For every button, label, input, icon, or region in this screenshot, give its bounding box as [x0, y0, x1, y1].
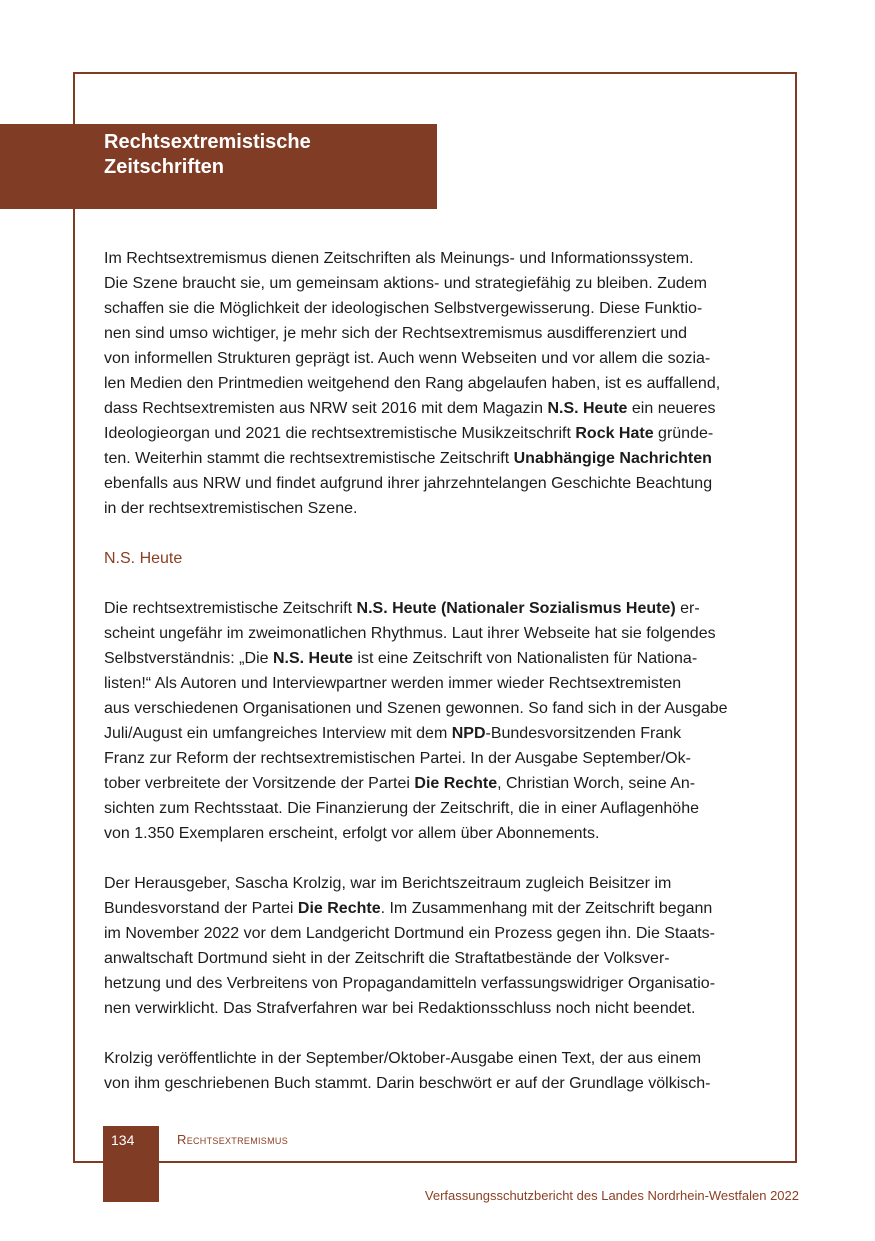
text-line: Die Szene braucht sie, um gemeinsam aktions- und strategiefähig zu bleiben. Zudem: [104, 275, 707, 292]
page-title-line-1: Rechtsextremistische: [104, 131, 311, 153]
text-line: von ihm geschriebenen Buch stammt. Darin beschwört er auf der Grundlage völkisch-: [104, 1075, 711, 1092]
text-line: [104, 646, 771, 671]
main-content: [104, 246, 771, 1121]
text-line: listen!“ Als Autoren und Interviewpartner werden immer wieder Rechtsextremisten: [104, 675, 682, 692]
bold-term: Die Rechte: [297, 900, 381, 917]
text-line: Franz zur Reform der rechtsextremistischen Partei. In der Ausgabe September/Ok-: [104, 750, 691, 767]
text-line: [104, 771, 771, 796]
bold-term: N.S. Heute: [272, 650, 353, 667]
body-paragraph-3: [104, 1046, 771, 1096]
text-line: [104, 721, 771, 746]
page-number-tab: [103, 1126, 159, 1202]
text-line: im November 2022 vor dem Landgericht Dortmund ein Prozess gegen ihn. Die Staats-: [104, 925, 715, 942]
text-line: [104, 396, 771, 421]
body-paragraph-2: [104, 871, 771, 1021]
text-line: [104, 446, 771, 471]
bold-term: N.S. Heute: [547, 400, 628, 417]
text-run: . Im Zusammenhang mit der Zeitschrift begann: [380, 900, 713, 917]
text-line: von informellen Strukturen geprägt ist. Auch wenn Webseiten und vor allem die sozia-: [104, 350, 711, 367]
title-band: [0, 124, 437, 209]
text-line: ebenfalls aus NRW und findet aufgrund ihrer jahrzehntelangen Geschichte Beachtung: [104, 475, 713, 492]
text-line: von 1.350 Exemplaren erscheint, erfolgt vor allem über Abonnements.: [104, 825, 600, 842]
text-line: [104, 421, 771, 446]
text-run: -Bundesvorsitzenden Frank: [485, 725, 682, 742]
text-line: aus verschiedenen Organisationen und Szenen gewonnen. So fand sich in der Ausgabe: [104, 700, 728, 717]
text-line: in der rechtsextremistischen Szene.: [104, 500, 358, 517]
text-line: sichten zum Rechtsstaat. Die Finanzierung der Zeitschrift, die in einer Auflagenhöhe: [104, 800, 699, 817]
section-label: Rechtsextremismus: [177, 1132, 288, 1147]
text-run: Selbstverständnis: „Die: [104, 650, 273, 667]
intro-paragraph: [104, 246, 771, 521]
page-title-line-2: Zeitschriften: [104, 156, 225, 178]
text-line: Der Herausgeber, Sascha Krolzig, war im Berichtszeitraum zugleich Beisitzer im: [104, 875, 672, 892]
text-line: anwaltschaft Dortmund sieht in der Zeitschrift die Straftatbestände der Volksver-: [104, 950, 670, 967]
text-run: er-: [675, 600, 700, 617]
page-title: [104, 130, 437, 180]
text-line: len Medien den Printmedien weitgehend den Rang abgelaufen haben, ist es auffallend,: [104, 375, 721, 392]
bold-term: Rock Hate: [575, 425, 654, 442]
publication-footer: Verfassungsschutzbericht des Landes Nordrhein-Westfalen 2022: [424, 1188, 799, 1203]
text-run: ein neueres: [627, 400, 716, 417]
bold-term: N.S. Heute (Nationaler Sozialismus Heute): [356, 600, 676, 617]
text-run: ist eine Zeitschrift von Nationalisten für Nationa-: [352, 650, 698, 667]
text-run: Ideologieorgan und 2021 die rechtsextremistische Musikzeitschrift: [104, 425, 576, 442]
bold-term: NPD: [451, 725, 486, 742]
text-line: nen verwirklicht. Das Strafverfahren war bei Redaktionsschluss noch nicht beendet.: [104, 1000, 696, 1017]
text-line: Krolzig veröffentlichte in der September/Oktober-Ausgabe einen Text, der aus einem: [104, 1050, 702, 1067]
text-line: nen sind umso wichtiger, je mehr sich der Rechtsextremismus ausdifferenziert und: [104, 325, 688, 342]
text-run: gründe-: [653, 425, 714, 442]
text-run: Juli/August ein umfangreiches Interview mit dem: [104, 725, 452, 742]
text-run: ten. Weiterhin stammt die rechtsextremistische Zeitschrift: [104, 450, 514, 467]
text-run: Die rechtsextremistische Zeitschrift: [104, 600, 357, 617]
text-run: Bundesvorstand der Partei: [104, 900, 298, 917]
text-line: scheint ungefähr im zweimonatlichen Rhythmus. Laut ihrer Webseite hat sie folgendes: [104, 625, 716, 642]
page-number: 134: [111, 1132, 135, 1148]
text-line: hetzung und des Verbreitens von Propagandamitteln verfassungswidriger Organisatio-: [104, 975, 716, 992]
bold-term: Unabhängige Nachrichten: [513, 450, 712, 467]
text-line: Im Rechtsextremismus dienen Zeitschriften als Meinungs- und Informationssystem.: [104, 250, 694, 267]
body-paragraph-1: [104, 596, 771, 846]
text-run: , Christian Worch, seine An-: [497, 775, 696, 792]
bold-term: Die Rechte: [414, 775, 498, 792]
text-line: schaffen sie die Möglichkeit der ideologischen Selbstvergewisserung. Diese Funktio-: [104, 300, 703, 317]
text-run: tober verbreitete der Vorsitzende der Partei: [104, 775, 415, 792]
text-line: [104, 896, 771, 921]
text-run: dass Rechtsextremisten aus NRW seit 2016 mit dem Magazin: [104, 400, 548, 417]
text-line: [104, 596, 771, 621]
section-subheading: N.S. Heute: [104, 550, 183, 567]
